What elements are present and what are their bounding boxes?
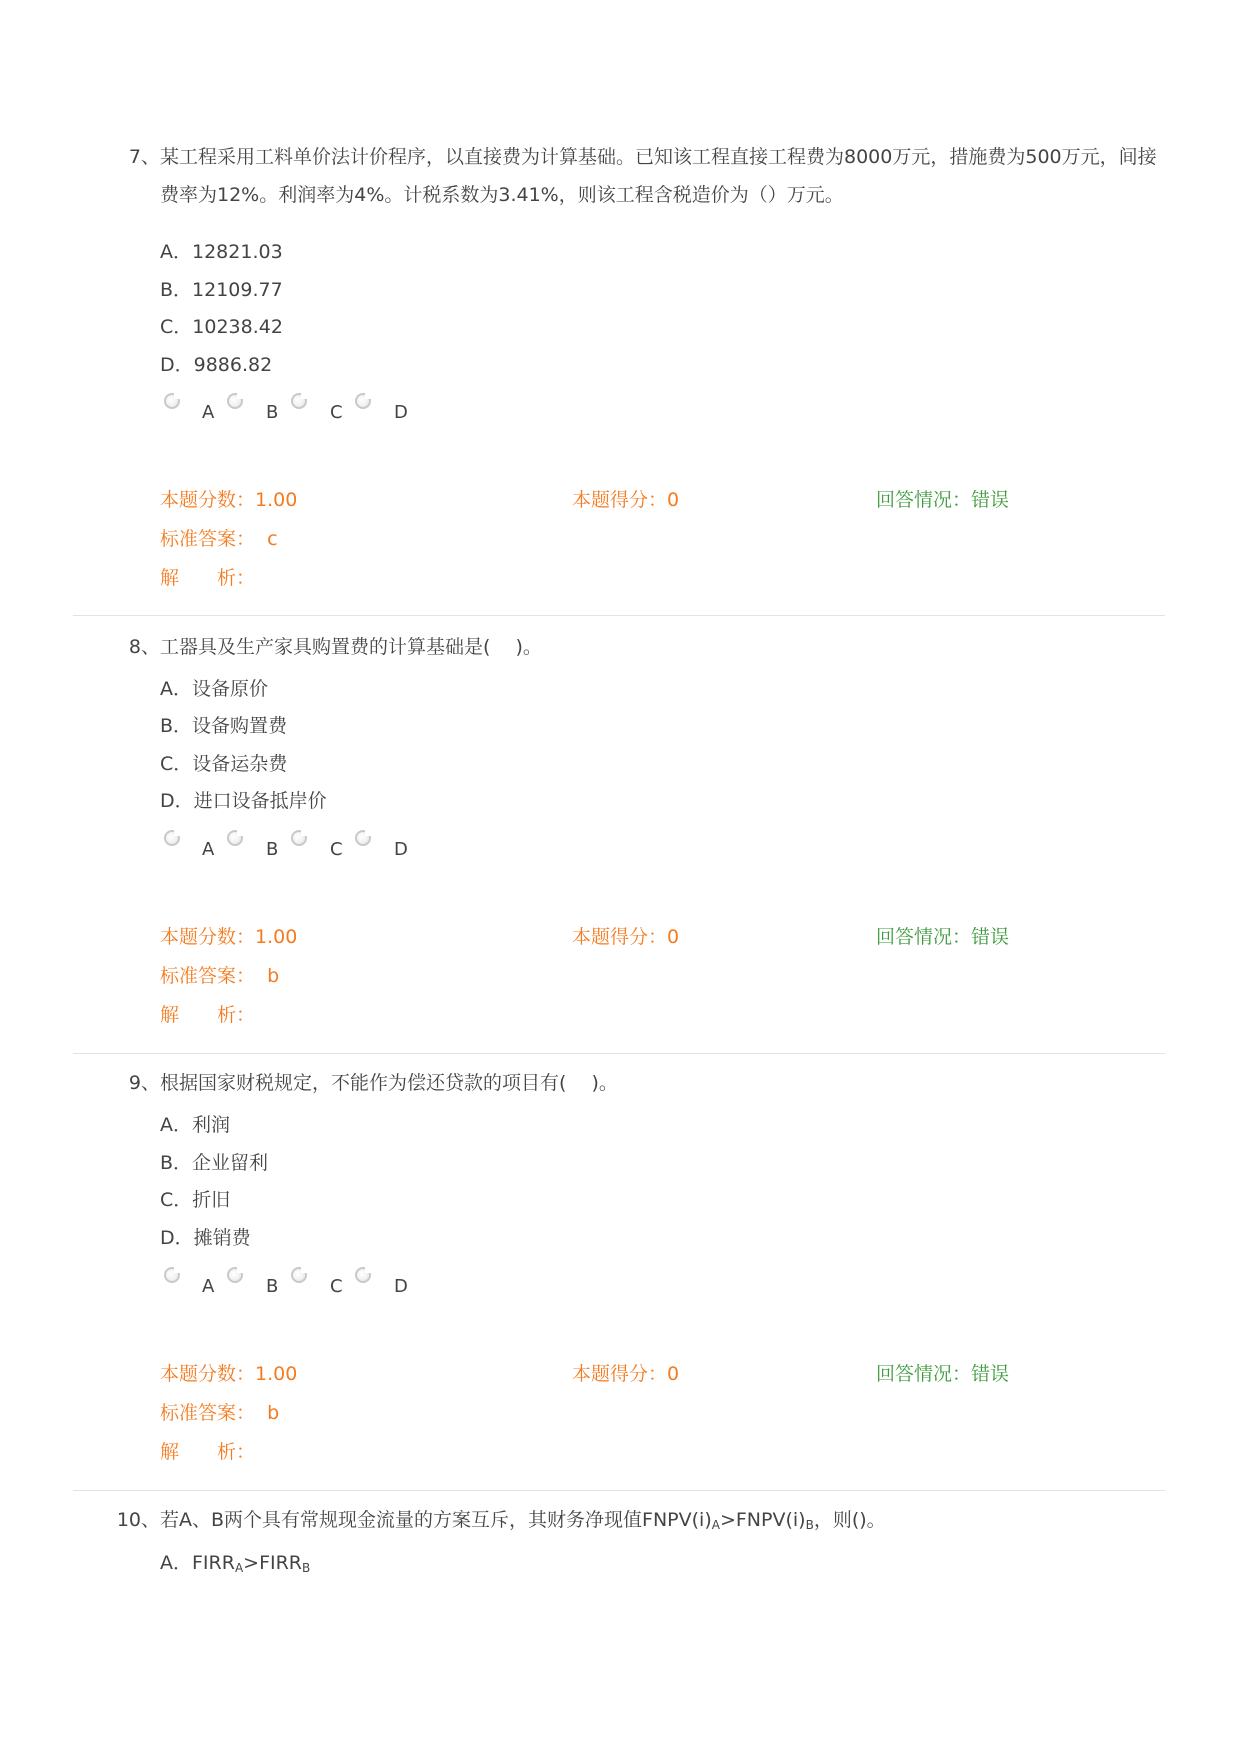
option-a: A．设备原价: [160, 678, 268, 700]
radio-a[interactable]: [164, 1267, 180, 1283]
radio-label-b: B: [266, 839, 279, 860]
radio-label-b: B: [266, 1276, 279, 1297]
standard-answer: 标准答案： b: [160, 965, 280, 987]
score-info: 本题分数：1.00: [160, 1363, 298, 1385]
score-info: 本题分数：1.00: [160, 926, 298, 948]
option-c: C．10238.42: [160, 316, 283, 338]
radio-b[interactable]: [227, 830, 243, 846]
answer-radio-group: [160, 1267, 460, 1297]
option-d: D．摊销费: [160, 1227, 251, 1249]
question-number: 10、: [116, 1509, 160, 1531]
radio-b[interactable]: [227, 1267, 243, 1283]
question-number: 9、: [128, 1072, 160, 1094]
option-a: A．$FIRR_A>FIRR_B$: [160, 1552, 311, 1575]
radio-c[interactable]: [291, 1267, 307, 1283]
question-number: 8、: [128, 636, 160, 658]
option-b: B．12109.77: [160, 279, 283, 301]
score-info: 本题分数：1.00: [160, 489, 298, 511]
question-text: 工器具及生产家具购置费的计算基础是( )。: [160, 636, 542, 658]
question-stem: [128, 628, 1165, 666]
radio-c[interactable]: [291, 393, 307, 409]
question-text: 某工程采用工料单价法计价程序，以直接费为计算基础。已知该工程直接工程费为8000万元，措施费为500万元，间接费率为12%。利润率为4%。计税系数为3.41%，则该工程含税造价为（）万元。: [160, 146, 1157, 206]
got-value: 0: [667, 926, 680, 948]
option-a: A．12821.03: [160, 241, 283, 263]
status-value: 错误: [971, 489, 1010, 511]
question-text: 根据国家财税规定，不能作为偿还贷款的项目有( )。: [160, 1072, 618, 1094]
standard-answer: 标准答案： c: [160, 528, 278, 550]
question-number: 7、: [128, 146, 160, 168]
option-d: D．进口设备抵岸价: [160, 790, 327, 812]
answer-radio-group: [160, 393, 460, 423]
radio-d[interactable]: [355, 1267, 371, 1283]
analysis-label: 解 析：: [160, 1004, 256, 1026]
option-c: C．设备运杂费: [160, 753, 288, 775]
analysis-label: 解 析：: [160, 567, 256, 589]
score-value: 1.00: [255, 926, 298, 948]
radio-label-d: D: [394, 402, 408, 423]
radio-b[interactable]: [227, 393, 243, 409]
got-info: 本题得分：0: [572, 926, 680, 948]
question-stem: [128, 138, 1165, 214]
got-info: 本题得分：0: [572, 489, 680, 511]
status-info: 回答情况：错误: [876, 1363, 1010, 1385]
radio-label-a: A: [202, 1276, 215, 1297]
answer-value: b: [267, 965, 280, 987]
question-text: 若A、B两个具有常规现金流量的方案互斥，其财务净现值$FNPV(i)_A>FNPV(i)_B$，则()。: [160, 1509, 886, 1532]
status-info: 回答情况：错误: [876, 926, 1010, 948]
got-info: 本题得分：0: [572, 1363, 680, 1385]
radio-a[interactable]: [164, 393, 180, 409]
answer-value: b: [267, 1402, 280, 1424]
radio-label-d: D: [394, 1276, 408, 1297]
status-value: 错误: [971, 1363, 1010, 1385]
option-d: D．9886.82: [160, 354, 273, 376]
analysis-label: 解 析：: [160, 1441, 256, 1463]
answer-value: c: [267, 528, 278, 550]
radio-label-c: C: [330, 1276, 343, 1297]
answer-radio-group: [160, 830, 460, 860]
score-value: 1.00: [255, 1363, 298, 1385]
got-value: 0: [667, 489, 680, 511]
status-info: 回答情况：错误: [876, 489, 1010, 511]
radio-label-b: B: [266, 402, 279, 423]
standard-answer: 标准答案： b: [160, 1402, 280, 1424]
radio-a[interactable]: [164, 830, 180, 846]
option-c: C．折旧: [160, 1189, 231, 1211]
radio-label-a: A: [202, 839, 215, 860]
divider: [73, 1053, 1165, 1054]
got-value: 0: [667, 1363, 680, 1385]
radio-label-c: C: [330, 839, 343, 860]
divider: [73, 1490, 1165, 1491]
radio-label-c: C: [330, 402, 343, 423]
radio-label-d: D: [394, 839, 408, 860]
question-stem: [116, 1501, 1165, 1544]
question-stem: [128, 1064, 1165, 1102]
score-value: 1.00: [255, 489, 298, 511]
option-b: B．企业留利: [160, 1152, 269, 1174]
radio-label-a: A: [202, 402, 215, 423]
radio-d[interactable]: [355, 830, 371, 846]
option-b: B．设备购置费: [160, 715, 288, 737]
option-a: A．利润: [160, 1114, 230, 1136]
radio-d[interactable]: [355, 393, 371, 409]
status-value: 错误: [971, 926, 1010, 948]
divider: [73, 615, 1165, 616]
radio-c[interactable]: [291, 830, 307, 846]
